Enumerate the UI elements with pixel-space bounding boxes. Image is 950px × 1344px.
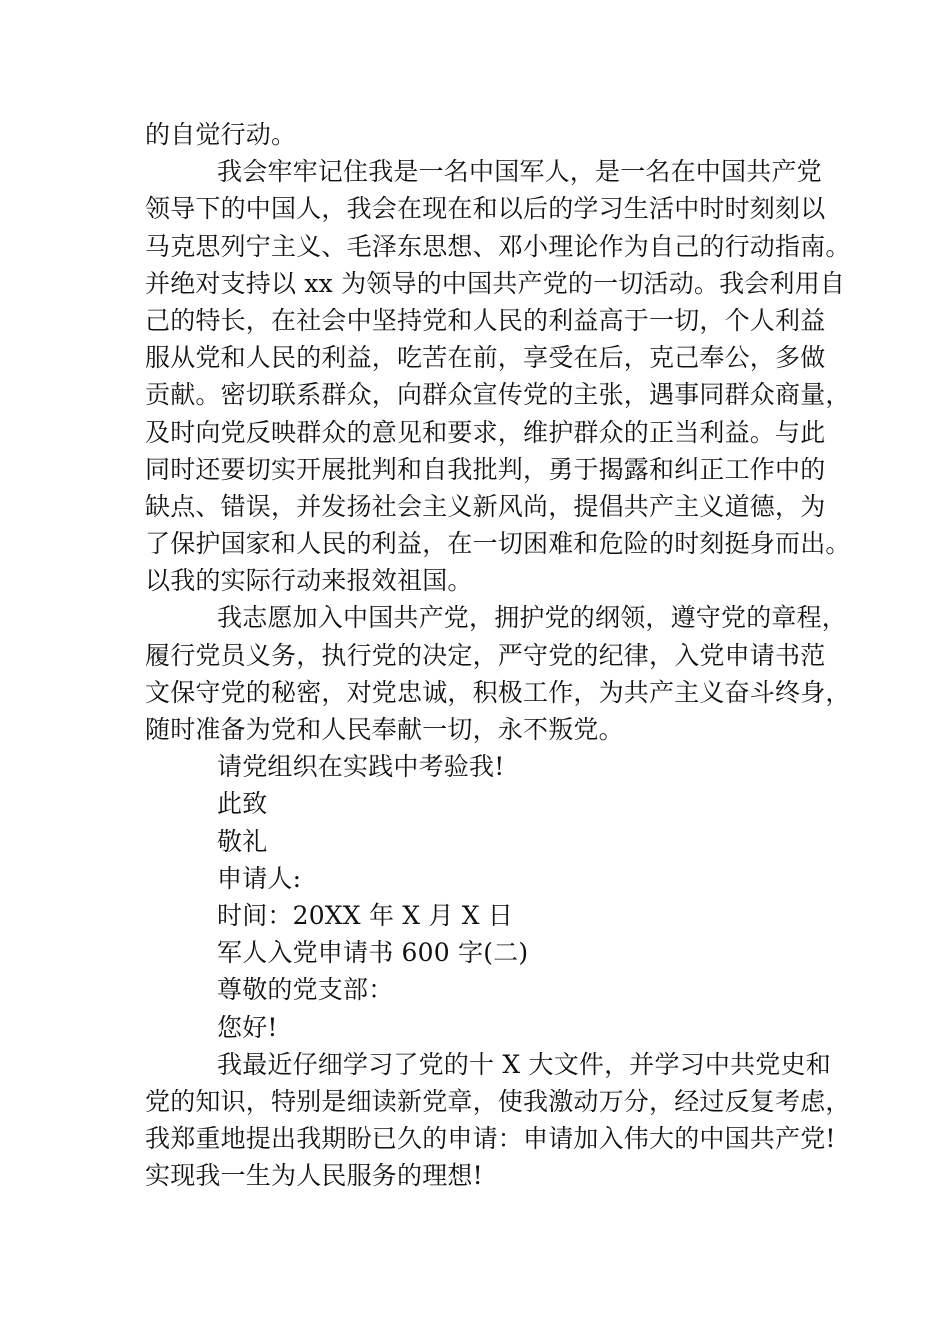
text-line: 我会牢牢记住我是一名中国军人，是一名在中国共产党 — [217, 157, 822, 187]
text-line: 服从党和人民的利益，吃苦在前，享受在后，克己奉公，多做 — [145, 343, 826, 373]
text-line: 贡献。密切联系群众，向群众宣传党的主张，遇事同群众商量， — [145, 380, 851, 410]
text-line: 及时向党反映群众的意见和要求，维护群众的正当利益。与此 — [145, 417, 826, 447]
text-line: 的自觉行动。 — [145, 120, 297, 149]
text-line: 文保守党的秘密，对党忠诚，积极工作，为共产主义奋斗终身， — [145, 677, 851, 707]
text-line: 马克思列宁主义、毛泽东思想、邓小理论作为自己的行动指南。 — [145, 231, 851, 261]
text-line: 请党组织在实践中考验我! — [217, 752, 505, 782]
text-line: 领导下的中国人，我会在现在和以后的学习生活中时时刻刻以 — [145, 194, 826, 224]
closing-salutation: 此致 — [217, 789, 268, 819]
application-letter-text — [145, 116, 851, 1194]
text-line: 履行党员义务，执行党的决定，严守党的纪律，入党申请书范 — [145, 640, 826, 670]
date-line: 时间：20XX 年 X 月 X 日 — [217, 900, 514, 930]
text-line: 缺点、错误，并发扬社会主义新风尚，提倡共产主义道德，为 — [145, 491, 826, 521]
text-line: 我最近仔细学习了党的十 X 大文件，并学习中共党史和 — [217, 1049, 831, 1079]
text-line: 同时还要切实开展批判和自我批判，勇于揭露和纠正工作中的 — [145, 454, 826, 484]
text-line: 党的知识，特别是细读新党章，使我激动万分，经过反复考虑， — [145, 1086, 851, 1116]
letter-recipient: 尊敬的党支部： — [217, 975, 394, 1005]
text-line: 我志愿加入中国共产党，拥护党的纲领，遵守党的章程， — [217, 603, 848, 633]
closing-regards: 敬礼 — [217, 826, 268, 856]
text-line: 实现我一生为人民服务的理想! — [145, 1161, 483, 1191]
text-line: 了保护国家和人民的利益，在一切困难和危险的时刻挺身而出。 — [145, 529, 851, 559]
text-line: 以我的实际行动来报效祖国。 — [145, 566, 473, 596]
applicant-label: 申请人: — [217, 863, 302, 893]
greeting: 您好! — [217, 1012, 278, 1042]
text-line: 随时准备为党和人民奉献一切，永不叛党。 — [145, 715, 624, 744]
text-line: 己的特长，在社会中坚持党和人民的利益高于一切，个人利益 — [145, 305, 826, 335]
text-line: 我郑重地提出我期盼已久的申请：申请加入伟大的中国共产党! — [145, 1124, 836, 1154]
second-letter-title: 军人入党申请书 600 字(二) — [217, 938, 529, 968]
text-line: 并绝对支持以 xx 为领导的中国共产党的一切活动。我会利用自 — [145, 268, 846, 298]
